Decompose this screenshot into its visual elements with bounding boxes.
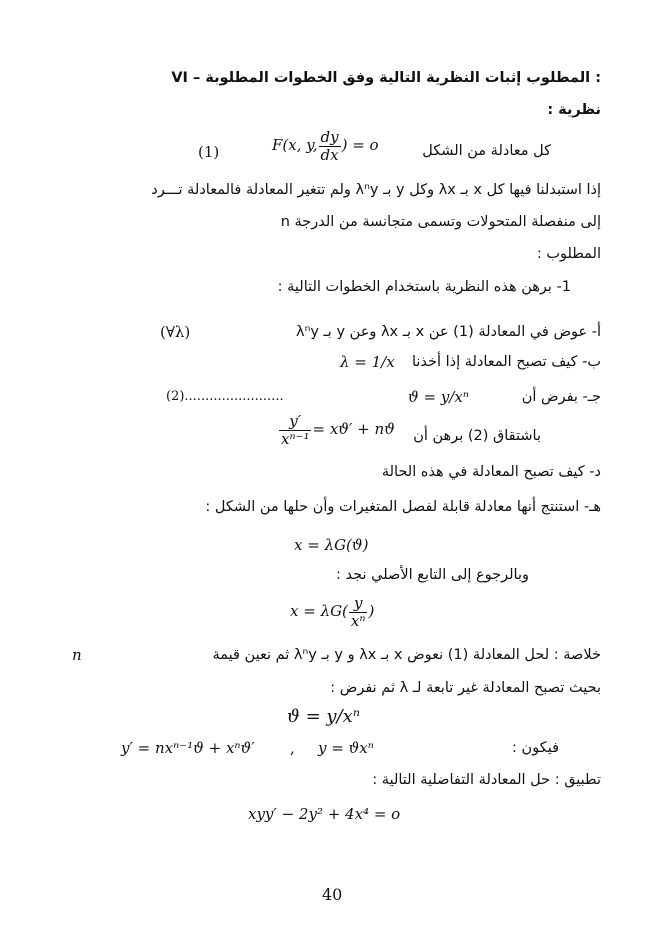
step-d-text: باشتقاق (2) برهن أن bbox=[413, 428, 541, 444]
step-g-lhs: x = λG( bbox=[290, 602, 348, 620]
step-d-denominator: xⁿ⁻¹ bbox=[281, 429, 310, 448]
step-c-tag: (2)........................ bbox=[166, 389, 284, 404]
step-g-denominator: xⁿ bbox=[350, 611, 366, 630]
page-number: 40 bbox=[322, 885, 343, 904]
equation-1-tag: (1) bbox=[198, 143, 220, 161]
application-label: تطبيق : حل المعادلة التفاضلية التالية : bbox=[372, 772, 601, 788]
summary-derivative: y′ = nxⁿ⁻¹ϑ + xⁿϑ′ bbox=[121, 739, 255, 757]
equation-1-lhs: F(x, y, bbox=[272, 136, 318, 154]
required-label: المطلوب : bbox=[536, 246, 601, 262]
step-b-math: λ = 1/x bbox=[340, 353, 395, 371]
application-equation: xyy′ − 2y² + 4x⁴ = o bbox=[248, 805, 401, 823]
equation-1-rhs: ) = o bbox=[341, 136, 379, 154]
step-g-numerator: y bbox=[349, 595, 368, 613]
section-heading: VI – المطلوب إثبات النظرية التالية وفق الخطوات المطلوبة : bbox=[171, 70, 601, 86]
step-g-fraction bbox=[349, 595, 368, 630]
theorem-label: نظرية : bbox=[547, 102, 601, 118]
step-c-text: جـ- بفرض أن bbox=[521, 389, 601, 405]
summary-y-expression: y = ϑxⁿ bbox=[318, 739, 374, 757]
step-a-condition: (∀λ) bbox=[160, 323, 191, 341]
equation-1-numerator: dy bbox=[320, 127, 339, 146]
step-g-text: وبالرجوع إلى التابع الأصلي نجد : bbox=[336, 567, 529, 583]
step-d-equation bbox=[278, 412, 395, 448]
theorem-line-1: كل معادلة من الشكل bbox=[422, 143, 551, 159]
summary-substitution: ϑ = y/xⁿ bbox=[287, 706, 361, 727]
summary-separator: , bbox=[290, 739, 295, 757]
theorem-line-2: إذا استبدلنا فيها كل x بـ λx وكل y بـ λⁿy ولم تتغير المعادلة فالمعادلة تـــرد bbox=[151, 182, 601, 198]
step-b-text: ب- كيف تصبح المعادلة إذا أخذنا bbox=[411, 354, 601, 370]
step-f-text: هـ- استنتج أنها معادلة قابلة لفصل المتغيرات وأن حلها من الشكل : bbox=[205, 499, 601, 515]
equation-1 bbox=[272, 128, 379, 164]
step-e-text: د- كيف تصبح المعادلة في هذه الحالة bbox=[381, 464, 601, 480]
equation-1-denominator: dx bbox=[320, 145, 339, 164]
step-intro: 1- برهن هذه النظرية باستخدام الخطوات التالية : bbox=[277, 279, 571, 295]
step-g-rhs: ) bbox=[368, 602, 375, 620]
step-f-math: x = λG(ϑ) bbox=[294, 536, 369, 554]
step-d-rhs: = xϑ′ + nϑ bbox=[312, 420, 395, 438]
step-c-math: ϑ = y/xⁿ bbox=[408, 388, 469, 406]
theorem-line-3: إلى منفصلة المتحولات وتسمى متجانسة من الدرجة n bbox=[280, 214, 601, 230]
step-d-numerator: y′ bbox=[279, 413, 311, 431]
step-d-fraction bbox=[279, 413, 311, 448]
step-a-text: أ- عوض في المعادلة (1) عن x بـ λx وعن y بـ λⁿy bbox=[295, 324, 601, 340]
summary-line-1: خلاصة : لحل المعادلة (1) نعوض x بـ λx و y بـ λⁿy ثم نعين قيمة bbox=[212, 647, 601, 663]
step-g-equation bbox=[290, 594, 374, 630]
summary-variable-n: n bbox=[72, 646, 82, 664]
summary-line-2: بحيث تصبح المعادلة غير تابعة لـ λ ثم نفرض : bbox=[330, 680, 601, 696]
summary-line-3: فيكون : bbox=[512, 740, 559, 756]
equation-1-fraction bbox=[319, 129, 341, 164]
